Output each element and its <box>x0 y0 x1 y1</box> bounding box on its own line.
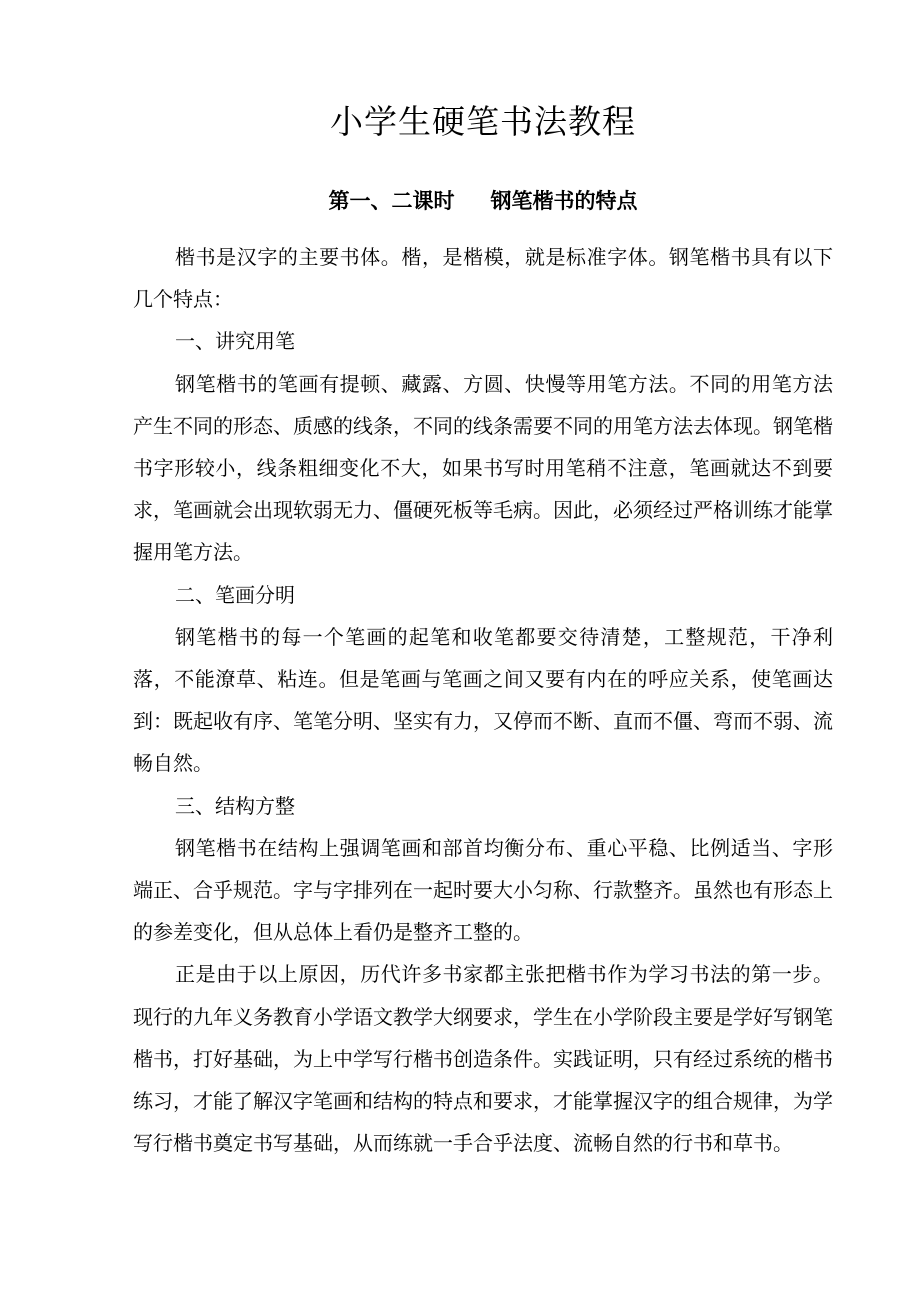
document-title: 小学生硬笔书法教程 <box>330 102 636 141</box>
lesson-heading <box>133 181 833 221</box>
section-heading-1: 一、讲究用笔 <box>175 329 295 354</box>
section-paragraph-1: 钢笔楷书的笔画有提顿、藏露、方圆、快慢等用笔方法。不同的用笔方法产生不同的形态、质感的线条，不同的线条需要不同的用笔方法去体现。钢笔楷书字形较小，线条粗细变化不大，如果书写时用笔稍不注意，笔画就达不到要求，笔画就会出现软弱无力、僵硬死板等毛病。因此，必须经过严格训练才能掌握用笔方法。 <box>133 371 833 565</box>
section-paragraph-3: 钢笔楷书在结构上强调笔画和部首均衡分布、重心平稳、比例适当、字形端正、合乎规范。字与字排列在一起时要大小匀称、行款整齐。虽然也有形态上的参差变化，但从总体上看仍是整齐工整的。 <box>133 835 833 945</box>
intro-paragraph: 楷书是汉字的主要书体。楷，是楷模，就是标准字体。钢笔楷书具有以下几个特点： <box>133 245 833 312</box>
section-paragraph-2: 钢笔楷书的每一个笔画的起笔和收笔都要交待清楚，工整规范，干净利落，不能潦草、粘连。但是笔画与笔画之间又要有内在的呼应关系，使笔画达到：既起收有序、笔笔分明、坚实有力，又停而不断、直而不僵、弯而不弱、流畅自然。 <box>133 624 833 776</box>
section-heading-2: 二、笔画分明 <box>175 582 295 607</box>
conclusion-paragraph: 正是由于以上原因，历代许多书家都主张把楷书作为学习书法的第一步。现行的九年义务教育小学语文教学大纲要求，学生在小学阶段主要是学好写钢笔楷书，打好基础，为上中学写行楷书创造条件。实践证明，只有经过系统的楷书练习，才能了解汉字笔画和结构的特点和要求，才能掌握汉字的组合规律，为学写行楷书奠定书写基础，从而练就一手合乎法度、流畅自然的行书和草书。 <box>133 962 833 1156</box>
lesson-number: 第一、二课时 <box>328 189 455 213</box>
document-body <box>133 236 833 1164</box>
lesson-topic: 钢笔楷书的特点 <box>490 189 638 213</box>
section-heading-3: 三、结构方整 <box>175 793 295 818</box>
